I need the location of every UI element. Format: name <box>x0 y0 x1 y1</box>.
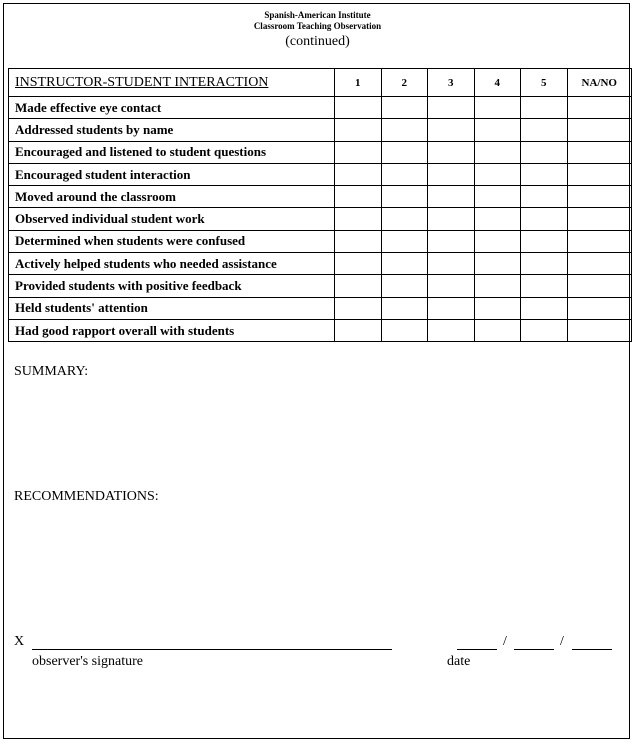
form-header <box>4 10 631 51</box>
rating-cell[interactable] <box>381 208 428 230</box>
rating-cell[interactable] <box>428 186 475 208</box>
rating-cell[interactable] <box>521 186 568 208</box>
criterion-label: Made effective eye contact <box>9 97 335 119</box>
form-subtitle: Classroom Teaching Observation <box>253 21 382 31</box>
rating-cell[interactable] <box>335 297 382 319</box>
rating-cell[interactable] <box>381 319 428 341</box>
table-row <box>9 119 632 141</box>
signature-x-mark: X <box>14 634 25 649</box>
signature-line[interactable] <box>32 649 392 650</box>
rating-cell[interactable] <box>335 163 382 185</box>
rating-cell[interactable] <box>521 119 568 141</box>
criterion-label: Addressed students by name <box>9 119 335 141</box>
date-label: date <box>447 654 471 669</box>
table-row <box>9 253 632 275</box>
table-row <box>9 297 632 319</box>
rating-cell[interactable] <box>381 119 428 141</box>
table-row <box>9 230 632 252</box>
rating-cell[interactable] <box>381 141 428 163</box>
column-header: 3 <box>428 69 475 97</box>
rating-cell[interactable] <box>474 230 521 252</box>
rating-cell[interactable] <box>428 275 475 297</box>
rating-cell[interactable] <box>567 141 632 163</box>
column-header: 1 <box>335 69 382 97</box>
rating-cell[interactable] <box>335 208 382 230</box>
column-header: NA/NO <box>567 69 632 97</box>
date-day-blank[interactable] <box>514 649 554 650</box>
column-header: 2 <box>381 69 428 97</box>
criterion-label: Moved around the classroom <box>9 186 335 208</box>
rating-cell[interactable] <box>521 297 568 319</box>
rating-cell[interactable] <box>567 119 632 141</box>
column-header: 5 <box>521 69 568 97</box>
rating-cell[interactable] <box>521 319 568 341</box>
rating-cell[interactable] <box>521 141 568 163</box>
observation-table <box>8 68 632 342</box>
rating-cell[interactable] <box>474 297 521 319</box>
table-row <box>9 186 632 208</box>
rating-cell[interactable] <box>428 141 475 163</box>
institute-name: Spanish-American Institute <box>264 10 371 20</box>
rating-cell[interactable] <box>381 186 428 208</box>
date-slash: / <box>560 634 564 649</box>
rating-cell[interactable] <box>521 208 568 230</box>
rating-cell[interactable] <box>428 230 475 252</box>
date-slash: / <box>503 634 507 649</box>
table-header-row <box>9 69 632 97</box>
rating-cell[interactable] <box>474 163 521 185</box>
rating-cell[interactable] <box>335 253 382 275</box>
table-row <box>9 163 632 185</box>
rating-cell[interactable] <box>567 253 632 275</box>
form-frame <box>3 3 630 739</box>
rating-cell[interactable] <box>474 186 521 208</box>
rating-cell[interactable] <box>381 253 428 275</box>
rating-cell[interactable] <box>567 208 632 230</box>
section-title: INSTRUCTOR-STUDENT INTERACTION <box>9 69 335 97</box>
table-row <box>9 208 632 230</box>
rating-cell[interactable] <box>567 230 632 252</box>
rating-cell[interactable] <box>335 275 382 297</box>
rating-cell[interactable] <box>335 119 382 141</box>
date-month-blank[interactable] <box>457 649 497 650</box>
table-row <box>9 275 632 297</box>
rating-cell[interactable] <box>474 97 521 119</box>
rating-cell[interactable] <box>474 119 521 141</box>
date-year-blank[interactable] <box>572 649 612 650</box>
criterion-label: Provided students with positive feedback <box>9 275 335 297</box>
rating-cell[interactable] <box>428 97 475 119</box>
rating-cell[interactable] <box>567 97 632 119</box>
rating-cell[interactable] <box>428 163 475 185</box>
rating-cell[interactable] <box>521 163 568 185</box>
rating-cell[interactable] <box>381 297 428 319</box>
rating-cell[interactable] <box>335 97 382 119</box>
rating-cell[interactable] <box>474 275 521 297</box>
rating-cell[interactable] <box>381 275 428 297</box>
recommendations-label: RECOMMENDATIONS: <box>14 489 159 504</box>
criterion-label: Held students' attention <box>9 297 335 319</box>
observer-signature-label: observer's signature <box>32 654 143 669</box>
rating-cell[interactable] <box>381 163 428 185</box>
rating-cell[interactable] <box>567 186 632 208</box>
table-row <box>9 141 632 163</box>
rating-cell[interactable] <box>521 275 568 297</box>
criterion-label: Encouraged student interaction <box>9 163 335 185</box>
criterion-label: Encouraged and listened to student questions <box>9 141 335 163</box>
rating-cell[interactable] <box>381 97 428 119</box>
rating-cell[interactable] <box>474 141 521 163</box>
rating-cell[interactable] <box>521 230 568 252</box>
rating-cell[interactable] <box>428 208 475 230</box>
criterion-label: Actively helped students who needed assistance <box>9 253 335 275</box>
rating-cell[interactable] <box>567 275 632 297</box>
rating-cell[interactable] <box>335 319 382 341</box>
rating-cell[interactable] <box>521 97 568 119</box>
criterion-label: Had good rapport overall with students <box>9 319 335 341</box>
rating-cell[interactable] <box>335 230 382 252</box>
continued-label: (continued) <box>285 34 350 49</box>
rating-cell[interactable] <box>567 163 632 185</box>
rating-cell[interactable] <box>474 319 521 341</box>
rating-cell[interactable] <box>474 253 521 275</box>
rating-cell[interactable] <box>521 253 568 275</box>
rating-cell[interactable] <box>428 319 475 341</box>
rating-cell[interactable] <box>474 208 521 230</box>
rating-cell[interactable] <box>428 253 475 275</box>
summary-label: SUMMARY: <box>14 364 89 379</box>
rating-cell[interactable] <box>335 141 382 163</box>
rating-cell[interactable] <box>567 297 632 319</box>
rating-cell[interactable] <box>428 297 475 319</box>
rating-cell[interactable] <box>335 186 382 208</box>
criterion-label: Observed individual student work <box>9 208 335 230</box>
table-row <box>9 319 632 341</box>
table-row <box>9 97 632 119</box>
rating-cell[interactable] <box>428 119 475 141</box>
criterion-label: Determined when students were confused <box>9 230 335 252</box>
column-header: 4 <box>474 69 521 97</box>
rating-cell[interactable] <box>567 319 632 341</box>
rating-cell[interactable] <box>381 230 428 252</box>
